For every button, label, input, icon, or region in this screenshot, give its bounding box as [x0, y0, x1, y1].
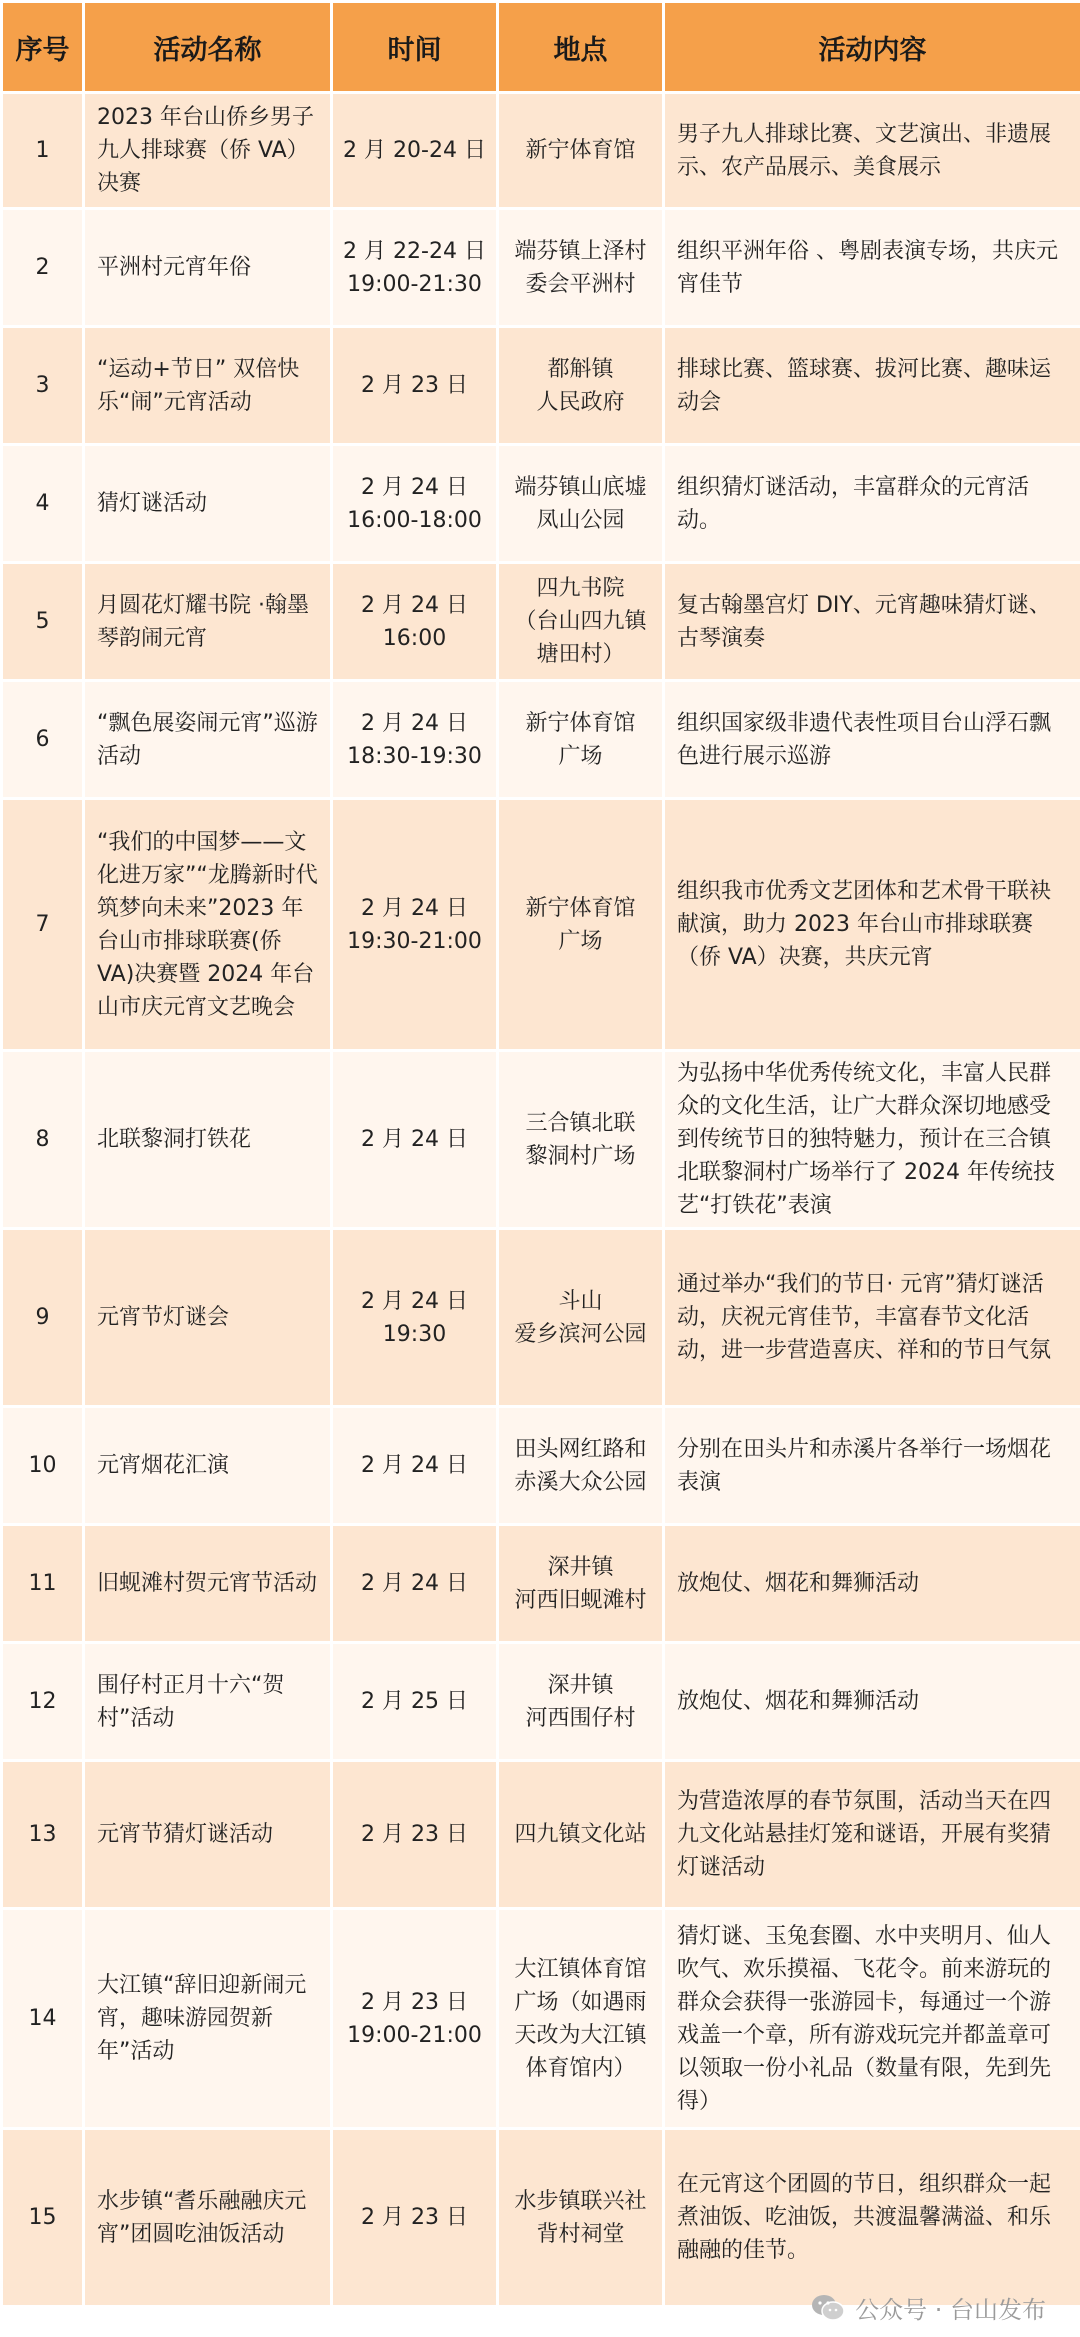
cell-time: 2 月 25 日: [332, 1643, 498, 1761]
cell-time: 2 月 23 日: [332, 327, 498, 445]
cell-location: 深井镇 河西旧蚬滩村: [498, 1525, 664, 1643]
cell-time: 2 月 24 日 18:30-19:30: [332, 681, 498, 799]
cell-name: 平洲村元宵年俗: [84, 209, 332, 327]
cell-time: 2 月 24 日 16:00: [332, 563, 498, 681]
table-row: [2, 93, 1080, 209]
cell-name: “运动+节日” 双倍快乐“闹”元宵活动: [84, 327, 332, 445]
cell-content: 组织我市优秀文艺团体和艺术骨干联袂献演，助力 2023 年台山市排球联赛（侨 VA）决赛，共庆元宵: [664, 799, 1080, 1051]
table-row: [2, 1761, 1080, 1909]
cell-location: 都斛镇 人民政府: [498, 327, 664, 445]
cell-location: 新宁体育馆 广场: [498, 799, 664, 1051]
wechat-icon: [811, 2293, 845, 2323]
table-row: [2, 209, 1080, 327]
table-row: [2, 1909, 1080, 2129]
cell-time: 2 月 24 日 19:30: [332, 1229, 498, 1407]
cell-location: 三合镇北联 黎洞村广场: [498, 1051, 664, 1229]
watermark-text: 公众号 · 台山发布: [855, 2296, 1046, 2324]
table-row: [2, 563, 1080, 681]
cell-content: 男子九人排球比赛、文艺演出、非遗展示、农产品展示、美食展示: [664, 93, 1080, 209]
cell-no: 15: [2, 2129, 84, 2307]
table-row: [2, 1643, 1080, 1761]
cell-name: 2023 年台山侨乡男子九人排球赛（侨 VA）决赛: [84, 93, 332, 209]
cell-location: 田头网红路和 赤溪大众公园: [498, 1407, 664, 1525]
cell-name: 水步镇“耆乐融融庆元宵”团圆吃油饭活动: [84, 2129, 332, 2307]
cell-name: 元宵节灯谜会: [84, 1229, 332, 1407]
cell-time: 2 月 24 日: [332, 1051, 498, 1229]
cell-content: 复古翰墨宫灯 DIY、元宵趣味猜灯谜、古琴演奏: [664, 563, 1080, 681]
cell-location: 斗山 爱乡滨河公园: [498, 1229, 664, 1407]
cell-content: 放炮仗、烟花和舞狮活动: [664, 1525, 1080, 1643]
cell-location: 大江镇体育馆 广场（如遇雨 天改为大江镇 体育馆内）: [498, 1909, 664, 2129]
watermark: [811, 2290, 1046, 2325]
cell-location: 端芬镇山底墟 凤山公园: [498, 445, 664, 563]
cell-no: 10: [2, 1407, 84, 1525]
cell-content: 放炮仗、烟花和舞狮活动: [664, 1643, 1080, 1761]
table-row: [2, 1407, 1080, 1525]
cell-content: 排球比赛、篮球赛、拔河比赛、趣味运动会: [664, 327, 1080, 445]
cell-content: 组织国家级非遗代表性项目台山浮石飘色进行展示巡游: [664, 681, 1080, 799]
cell-no: 14: [2, 1909, 84, 2129]
cell-no: 4: [2, 445, 84, 563]
cell-content: 通过举办“我们的节日· 元宵”猜灯谜活动，庆祝元宵佳节，丰富春节文化活动，进一步营造喜庆、祥和的节日气氛: [664, 1229, 1080, 1407]
cell-location: 新宁体育馆: [498, 93, 664, 209]
cell-content: 为营造浓厚的春节氛围，活动当天在四九文化站悬挂灯笼和谜语，开展有奖猜灯谜活动: [664, 1761, 1080, 1909]
cell-name: 元宵节猜灯谜活动: [84, 1761, 332, 1909]
cell-no: 13: [2, 1761, 84, 1909]
cell-location: 新宁体育馆 广场: [498, 681, 664, 799]
cell-no: 9: [2, 1229, 84, 1407]
cell-no: 6: [2, 681, 84, 799]
table-row: [2, 445, 1080, 563]
cell-content: 分别在田头片和赤溪片各举行一场烟花表演: [664, 1407, 1080, 1525]
cell-name: 围仔村正月十六“贺村”活动: [84, 1643, 332, 1761]
cell-location: 端芬镇上泽村委会平洲村: [498, 209, 664, 327]
cell-time: 2 月 24 日 16:00-18:00: [332, 445, 498, 563]
cell-name: “飘色展姿闹元宵”巡游活动: [84, 681, 332, 799]
cell-name: 北联黎洞打铁花: [84, 1051, 332, 1229]
cell-no: 3: [2, 327, 84, 445]
cell-no: 2: [2, 209, 84, 327]
header-time: 时间: [332, 2, 498, 93]
cell-time: 2 月 24 日: [332, 1407, 498, 1525]
cell-time: 2 月 24 日 19:30-21:00: [332, 799, 498, 1051]
table-row: [2, 1229, 1080, 1407]
cell-content: 猜灯谜、玉兔套圈、水中夹明月、仙人吹气、欢乐摸福、飞花令。前来游玩的群众会获得一张游园卡，每通过一个游戏盖一个章，所有游戏玩完并都盖章可以领取一份小礼品（数量有限，先到先得）: [664, 1909, 1080, 2129]
cell-location: 四九镇文化站: [498, 1761, 664, 1909]
header-content: 活动内容: [664, 2, 1080, 93]
table-row: [2, 1051, 1080, 1229]
cell-name: 元宵烟花汇演: [84, 1407, 332, 1525]
cell-content: 组织平洲年俗 、粤剧表演专场，共庆元宵佳节: [664, 209, 1080, 327]
cell-time: 2 月 23 日: [332, 1761, 498, 1909]
cell-time: 2 月 22-24 日 19:00-21:30: [332, 209, 498, 327]
cell-name: 月圆花灯耀书院 ·翰墨琴韵闹元宵: [84, 563, 332, 681]
cell-no: 1: [2, 93, 84, 209]
cell-no: 7: [2, 799, 84, 1051]
header-no: 序号: [2, 2, 84, 93]
cell-time: 2 月 23 日 19:00-21:00: [332, 1909, 498, 2129]
cell-time: 2 月 23 日: [332, 2129, 498, 2307]
table-row: [2, 327, 1080, 445]
header-location: 地点: [498, 2, 664, 93]
cell-time: 2 月 20-24 日: [332, 93, 498, 209]
cell-content: 在元宵这个团圆的节日，组织群众一起煮油饭、吃油饭，共渡温馨满溢、和乐融融的佳节。: [664, 2129, 1080, 2307]
cell-location: 深井镇 河西围仔村: [498, 1643, 664, 1761]
table-row: [2, 799, 1080, 1051]
cell-location: 水步镇联兴社 背村祠堂: [498, 2129, 664, 2307]
cell-no: 11: [2, 1525, 84, 1643]
header-name: 活动名称: [84, 2, 332, 93]
table-row: [2, 1525, 1080, 1643]
table-row: [2, 681, 1080, 799]
cell-no: 8: [2, 1051, 84, 1229]
cell-location: 四九书院 （台山四九镇 塘田村）: [498, 563, 664, 681]
cell-no: 12: [2, 1643, 84, 1761]
cell-name: 旧蚬滩村贺元宵节活动: [84, 1525, 332, 1643]
cell-no: 5: [2, 563, 84, 681]
cell-content: 为弘扬中华优秀传统文化，丰富人民群众的文化生活，让广大群众深切地感受到传统节日的独特魅力，预计在三合镇北联黎洞村广场举行了 2024 年传统技艺“打铁花”表演: [664, 1051, 1080, 1229]
cell-name: 大江镇“辞旧迎新闹元宵，趣味游园贺新年”活动: [84, 1909, 332, 2129]
cell-name: “我们的中国梦——文化进万家”“龙腾新时代 筑梦向未来”2023 年台山市排球联赛(侨 VA)决赛暨 2024 年台山市庆元宵文艺晚会: [84, 799, 332, 1051]
header-row: [2, 2, 1080, 93]
cell-content: 组织猜灯谜活动，丰富群众的元宵活动。: [664, 445, 1080, 563]
table-row: [2, 2129, 1080, 2307]
cell-name: 猜灯谜活动: [84, 445, 332, 563]
cell-time: 2 月 24 日: [332, 1525, 498, 1643]
